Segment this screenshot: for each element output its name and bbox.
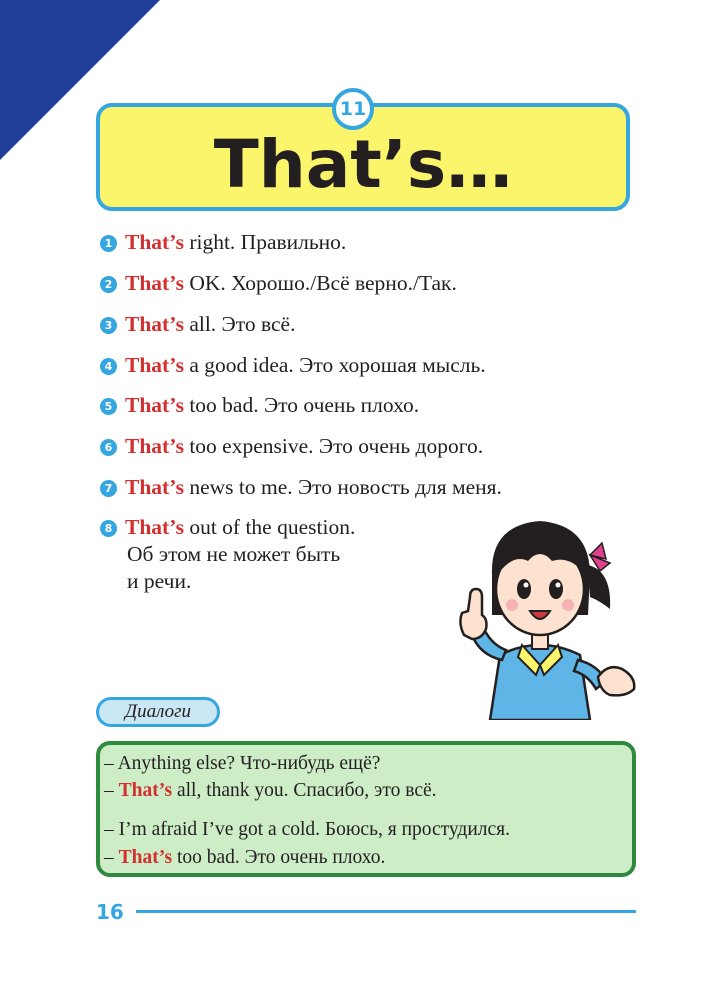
phrase-text: too bad. Это очень плохо. xyxy=(183,393,420,417)
key-phrase: That’s xyxy=(125,515,184,539)
dialogue-dash: – xyxy=(104,780,119,801)
list-item xyxy=(100,229,346,256)
phrase-text: news to me. Это новость для меня. xyxy=(183,475,502,499)
dialogue-line xyxy=(104,779,437,803)
phrase-text: out of the question. xyxy=(183,515,356,539)
girl-illustration xyxy=(440,505,640,720)
item-number: 2 xyxy=(100,276,117,293)
phrase-translation-line: и речи. xyxy=(127,569,192,593)
lesson-number-badge: 11 xyxy=(332,88,374,130)
item-number: 8 xyxy=(100,520,117,537)
phrase-translation-line: Об этом не может быть xyxy=(127,542,341,566)
list-item xyxy=(100,311,295,338)
key-phrase: That’s xyxy=(125,312,184,336)
dialogue-text: too bad. Это очень плохо. xyxy=(172,847,386,868)
phrase-text: too expensive. Это очень дорого. xyxy=(183,434,484,458)
item-number: 5 xyxy=(100,398,117,415)
list-item xyxy=(100,392,419,419)
key-phrase: That’s xyxy=(125,353,184,377)
item-number: 4 xyxy=(100,358,117,375)
item-number: 1 xyxy=(100,235,117,252)
key-phrase: That’s xyxy=(125,475,184,499)
dialogue-line xyxy=(104,752,380,776)
list-item xyxy=(100,270,457,297)
key-phrase: That’s xyxy=(125,434,184,458)
dialogue-dash: – xyxy=(104,819,119,840)
item-number: 3 xyxy=(100,317,117,334)
dialogue-dash: – xyxy=(104,753,118,774)
phrase-text: OK. Хорошо./Всё верно./Так. xyxy=(183,271,457,295)
dialogue-line xyxy=(104,818,510,842)
list-item xyxy=(100,514,355,541)
key-phrase: That’s xyxy=(118,847,173,868)
list-item xyxy=(100,474,502,501)
dialogue-line xyxy=(104,846,385,870)
phrase-text: right. Правильно. xyxy=(183,230,347,254)
dialogue-text: I’m afraid I’ve got a cold. Боюсь, я простудился. xyxy=(118,819,511,840)
page-title: That’s… xyxy=(213,126,513,203)
item-number: 6 xyxy=(100,439,117,456)
dialogue-dash: – xyxy=(104,847,119,868)
footer-rule xyxy=(136,910,636,913)
dialogue-text: all, thank you. Спасибо, это всё. xyxy=(172,780,437,801)
item-number: 7 xyxy=(100,480,117,497)
list-item xyxy=(100,352,486,379)
key-phrase: That’s xyxy=(125,271,184,295)
dialogue-text: Anything else? Что-нибудь ещё? xyxy=(117,753,381,774)
list-item xyxy=(100,433,483,460)
phrase-text: all. Это всё. xyxy=(183,312,296,336)
dialogues-label: Диалоги xyxy=(96,697,220,727)
key-phrase: That’s xyxy=(118,780,173,801)
page-number: 16 xyxy=(96,900,124,924)
key-phrase: That’s xyxy=(125,393,184,417)
phrase-text: a good idea. Это хорошая мысль. xyxy=(183,353,486,377)
key-phrase: That’s xyxy=(125,230,184,254)
